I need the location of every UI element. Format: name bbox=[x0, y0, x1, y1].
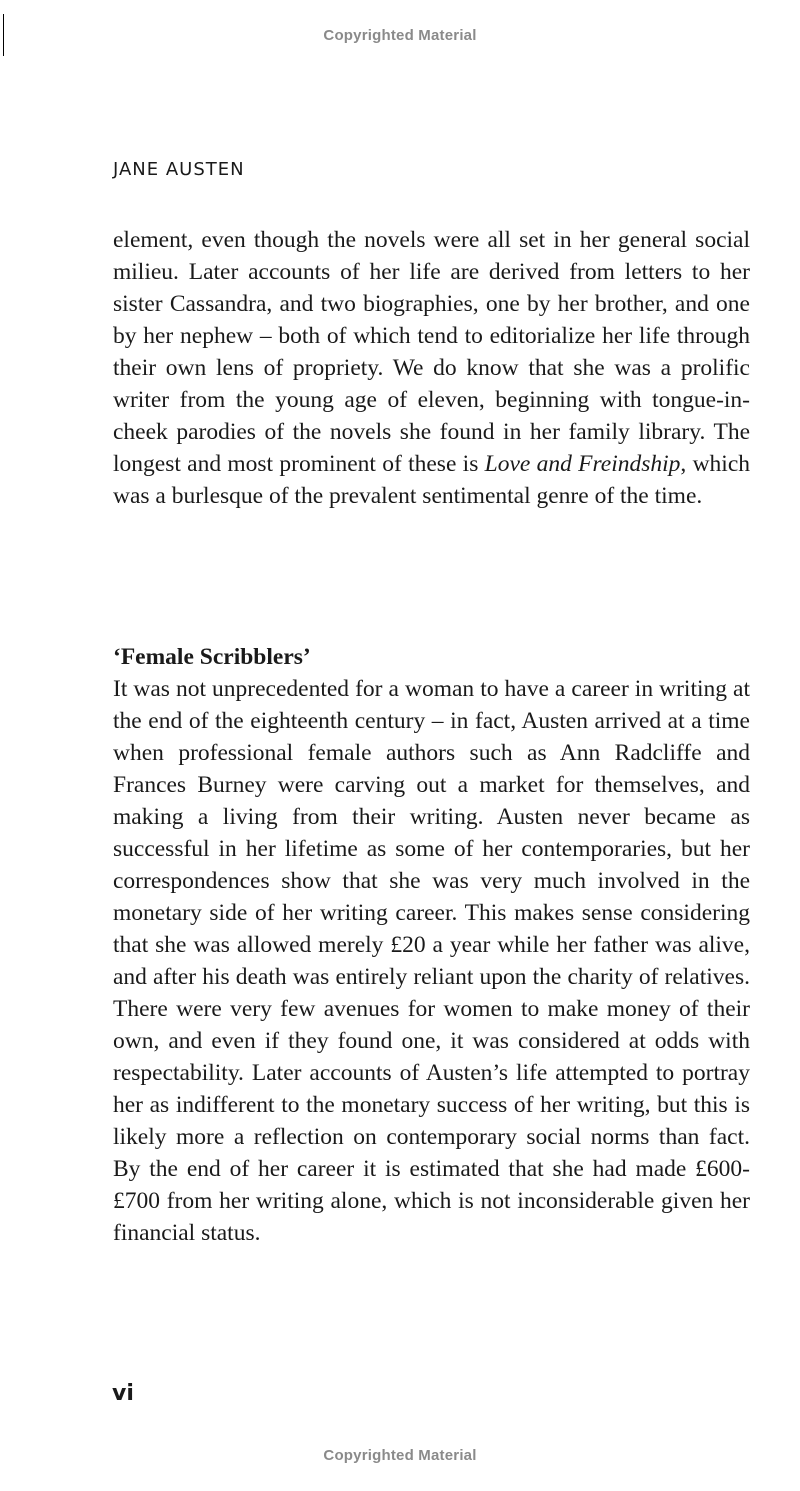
watermark-top: Copyrighted Material bbox=[323, 27, 477, 44]
page-number: vi bbox=[112, 1381, 134, 1406]
section-heading: ‘Female Scribblers’ bbox=[113, 644, 311, 670]
paragraph-2-text: It was not unprecedented for a woman to have a career in writing at the end of the eighteenth century – in fact, Austen arrived at a time when professional female authors such as Ann Radcliffe and Frances Burney were carving out a market for themselves, and making a living from their writing. Austen never became as successful in her lifetime as some of her contemporaries, but her correspondences show that she was very much involved in the monetary side of her writing career. This makes sense considering that she was allowed merely £20 a year while her father was alive, and after his death was entirely reliant upon the charity of relatives. There were very few avenues for women to make money of their own, and even if they found one, it was considered at odds with respectability. Later accounts of Austen’s life attempted to portray her as indifferent to the monetary success of her writing, but this is likely more a reflection on contemporary social norms than fact. By the end of her career it is estimated that she had made £600-£700 from her writing alone, which is not inconsiderable given her financial status. bbox=[113, 676, 750, 1246]
running-head: JANE AUSTEN bbox=[113, 159, 245, 180]
paragraph-1-text-b: , which was a burlesque of the prevalent sentimental genre of the time. bbox=[113, 451, 750, 509]
book-title-love-and-freindship: Love and Freindship bbox=[484, 451, 681, 477]
paragraph-1 bbox=[113, 224, 750, 512]
paragraph-2 bbox=[113, 673, 750, 1249]
watermark-bottom: Copyrighted Material bbox=[323, 1447, 477, 1464]
paragraph-1-text-a: element, even though the novels were all set in her general social milieu. Later accounts of her life are derived from letters to her sister Cassandra, and two biographies, one by her brother, and one by her nephew – both of which tend to editorialize her life through their own lens of propriety. We do know that she was a prolific writer from the young age of eleven, beginning with tongue-in-cheek parodies of the novels she found in her family library. The longest and most prominent of these is bbox=[113, 227, 750, 477]
